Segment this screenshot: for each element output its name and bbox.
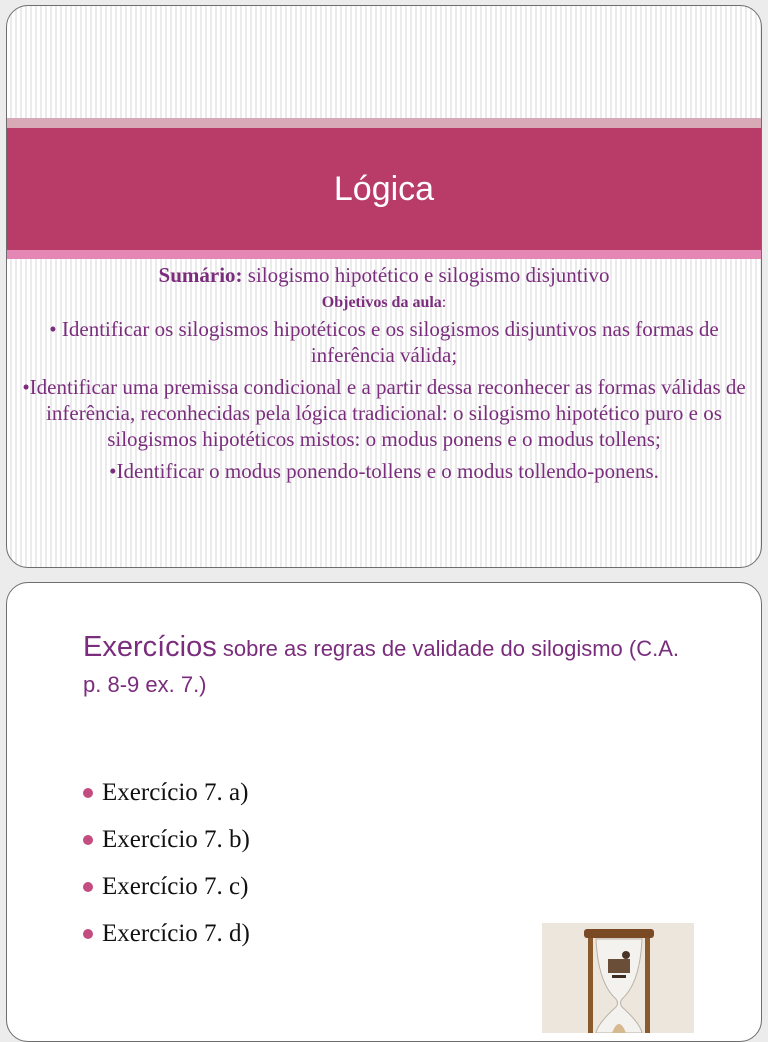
exercise-item — [83, 816, 250, 863]
hourglass-icon — [542, 923, 694, 1033]
bullet-icon — [83, 929, 93, 939]
slide-title: Lógica — [333, 170, 435, 208]
objetivos-label: Objetivos da aula — [321, 294, 442, 311]
sumario-line — [21, 262, 747, 288]
goal-item: • Identificar os silogismos hipotéticos e os silogismos disjuntivos nas formas de inferência válida; — [49, 317, 719, 367]
exercise-label: Exercício 7. a) — [102, 779, 249, 806]
heading-rest: sobre as regras de validade do silogismo (C.A. p. 8-9 ex. 7.) — [83, 636, 679, 697]
bullet-icon — [83, 788, 93, 798]
exercise-label: Exercício 7. b) — [102, 826, 250, 853]
heading-big: Exercícios — [83, 631, 217, 663]
exercise-item — [83, 910, 250, 957]
title-band-top — [7, 118, 761, 128]
goal-item: •Identificar o modus ponendo-tollens e o modus tollendo-ponens. — [109, 459, 659, 483]
exercise-item — [83, 863, 250, 910]
slide-body — [21, 262, 747, 490]
bullet-icon — [83, 882, 93, 892]
slide-logica — [6, 5, 762, 568]
exercise-label: Exercício 7. d) — [102, 920, 250, 947]
objetivos-suffix: : — [441, 294, 447, 311]
exercise-label: Exercício 7. c) — [102, 873, 249, 900]
objetivos-heading — [21, 292, 747, 314]
slide-exercicios — [6, 582, 762, 1042]
title-band-bottom — [7, 250, 761, 259]
goal-item: •Identificar uma premissa condicional e a partir dessa reconhecer as formas válidas de inferência, reconhecidas pela lógica tradicional: o silogismo hipotético puro e os silogismos hipotéticos mistos: o modus ponens e o modus tollens; — [22, 375, 746, 451]
hourglass-image — [542, 923, 694, 1033]
bullet-icon — [83, 835, 93, 845]
exercicios-heading — [83, 631, 683, 703]
exercise-list — [83, 769, 250, 957]
sumario-text: silogismo hipotético e silogismo disjuntivo — [242, 263, 610, 287]
sumario-label: Sumário: — [158, 263, 243, 287]
exercise-item — [83, 769, 250, 816]
